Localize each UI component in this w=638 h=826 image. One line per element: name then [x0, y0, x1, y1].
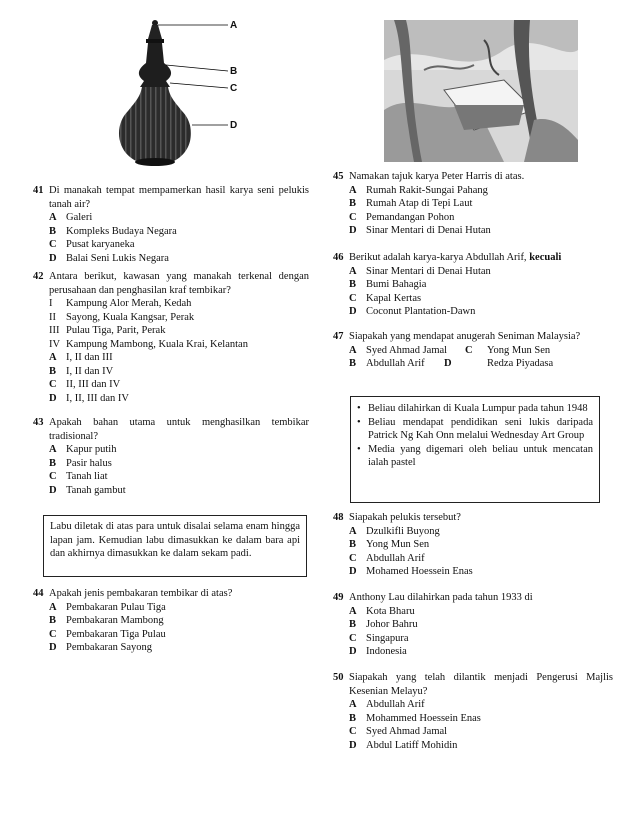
option-d[interactable]: D Coconut Plantation-Dawn: [349, 306, 476, 317]
question-text: Berikut adalah karya-karya Abdullah Arif, kecuali: [349, 252, 562, 263]
option-c[interactable]: C Kapal Kertas: [349, 292, 422, 304]
option-d[interactable]: D Balai Seni Lukis Negara: [49, 252, 169, 264]
option-a[interactable]: A Kota Bharu: [349, 605, 415, 617]
option-d[interactable]: D Redza Piyadasa: [444, 358, 554, 369]
figure-label-c: C: [230, 83, 238, 94]
question-text: Apakah bahan utama untuk menghasilkan tembikar tradisional?: [49, 417, 309, 442]
option-b[interactable]: B Mohammed Hoessein Enas: [349, 712, 481, 724]
option-c[interactable]: C Abdullah Arif: [349, 552, 425, 564]
option-b[interactable]: B Johor Bahru: [349, 619, 418, 630]
question-48: [333, 511, 613, 579]
question-number: 47: [333, 331, 344, 342]
statement-ii: II Sayong, Kuala Kangsar, Perak: [49, 311, 195, 323]
option-b[interactable]: B Kompleks Budaya Negara: [49, 225, 177, 237]
option-b[interactable]: B Rumah Atap di Tepi Laut: [349, 198, 473, 209]
figure-label-a: A: [230, 20, 238, 31]
option-c[interactable]: C Pembakaran Tiga Pulau: [49, 628, 166, 640]
question-43: [33, 416, 309, 497]
question-41: [33, 184, 309, 265]
bullet-item: • Beliau mendapat pendidikan seni lukis daripada Patrick Ng Kah Onn melalui Wednesday Art Group: [357, 416, 593, 441]
painting-drawing: [384, 20, 578, 162]
question-number: 44: [33, 588, 44, 599]
question-text: Namakan tajuk karya Peter Harris di atas.: [349, 171, 525, 182]
statement-i: I Kampung Alor Merah, Kedah: [49, 298, 192, 309]
option-b[interactable]: B I, II dan IV: [49, 365, 114, 377]
question-text: Siapakah pelukis tersebut?: [349, 512, 461, 523]
vase-drawing: [110, 15, 260, 170]
question-42: [33, 270, 309, 405]
option-d[interactable]: D Mohamed Hoessein Enas: [349, 566, 473, 577]
option-c[interactable]: C Tanah liat: [49, 471, 108, 482]
question-number: 48: [333, 512, 344, 523]
option-c[interactable]: C Yong Mun Sen: [465, 344, 551, 356]
question-45: [333, 170, 613, 238]
statement-iv: IV Kampung Mambong, Kuala Krai, Kelantan: [49, 338, 248, 350]
question-number: 41: [33, 185, 44, 196]
figure-label-b: B: [230, 66, 238, 77]
option-c[interactable]: C Singapura: [349, 632, 409, 644]
option-d[interactable]: D Abdul Latiff Mohidin: [349, 739, 458, 751]
question-number: 42: [33, 271, 44, 282]
question-text: Di manakah tempat mempamerkan hasil karya seni pelukis tanah air?: [49, 185, 309, 210]
option-b[interactable]: B Yong Mun Sen: [349, 539, 430, 550]
option-a[interactable]: A Abdullah Arif: [349, 699, 425, 710]
question-49: [333, 591, 613, 659]
bullet-item: • Media yang digemari oleh beliau untuk mencatan ialah pastel: [357, 443, 593, 468]
option-b[interactable]: B Abdullah Arif: [349, 358, 425, 369]
bullet-item: • Beliau dilahirkan di Kuala Lumpur pada tahun 1948: [357, 403, 588, 414]
stimulus-box-48: [350, 396, 600, 503]
option-a[interactable]: A Rumah Rakit-Sungai Pahang: [349, 184, 488, 196]
question-text: Anthony Lau dilahirkan pada tahun 1933 di: [349, 592, 533, 603]
question-50: [333, 671, 613, 752]
option-a[interactable]: A Syed Ahmad Jamal: [349, 344, 448, 356]
option-d[interactable]: D Pembakaran Sayong: [49, 642, 153, 653]
question-text: Siapakah yang mendapat anugerah Seniman Malaysia?: [349, 331, 581, 342]
option-a[interactable]: A I, II dan III: [49, 352, 113, 363]
question-number: 49: [333, 592, 344, 603]
option-d[interactable]: D Sinar Mentari di Denai Hutan: [349, 225, 491, 236]
question-text: Antara berikut, kawasan yang manakah terkenal dengan perusahaan dan penghasilan kraf tembikar?: [49, 271, 309, 296]
question-number: 45: [333, 171, 344, 182]
figure-label-d: D: [230, 120, 238, 131]
emphasis-text: kecuali: [529, 252, 562, 263]
statement-iii: III Pulau Tiga, Parit, Perak: [49, 325, 166, 336]
option-d[interactable]: D I, II, III dan IV: [49, 392, 129, 404]
stimulus-box-44: [43, 515, 307, 577]
option-c[interactable]: C Pemandangan Pohon: [349, 211, 455, 223]
option-d[interactable]: D Tanah gambut: [49, 484, 126, 496]
stimulus-text: Labu diletak di atas para untuk disalai selama enam hingga lapan jam. Kemudian labu dimasukkan ke dalam bara api dan akhirnya dimasukkan ke dalam sekam padi.: [50, 521, 300, 559]
option-c[interactable]: C II, III dan IV: [49, 379, 121, 390]
option-b[interactable]: B Pasir halus: [49, 457, 112, 469]
option-a[interactable]: A Pembakaran Pulau Tiga: [49, 601, 166, 613]
option-d[interactable]: D Indonesia: [349, 646, 407, 657]
option-a[interactable]: A Galeri: [49, 212, 93, 223]
option-c[interactable]: C Syed Ahmad Jamal: [349, 726, 448, 737]
question-47: [333, 330, 613, 371]
painting-figure: [384, 20, 578, 162]
option-a[interactable]: A Sinar Mentari di Denai Hutan: [349, 265, 491, 277]
option-b[interactable]: B Pembakaran Mambong: [49, 615, 164, 626]
option-a[interactable]: A Kapur putih: [49, 444, 117, 455]
question-number: 46: [333, 252, 344, 263]
question-46: [333, 251, 613, 319]
option-b[interactable]: B Bumi Bahagia: [349, 279, 427, 290]
option-c[interactable]: C Pusat karyaneka: [49, 239, 135, 250]
question-number: 43: [33, 417, 44, 428]
question-text: Siapakah yang telah dilantik menjadi Pengerusi Majlis Kesenian Melayu?: [349, 672, 613, 697]
question-number: 50: [333, 672, 344, 683]
vase-figure: [110, 15, 260, 170]
question-text: Apakah jenis pembakaran tembikar di atas?: [49, 588, 233, 599]
question-44: [33, 587, 309, 655]
option-a[interactable]: A Dzulkifli Buyong: [349, 525, 440, 537]
